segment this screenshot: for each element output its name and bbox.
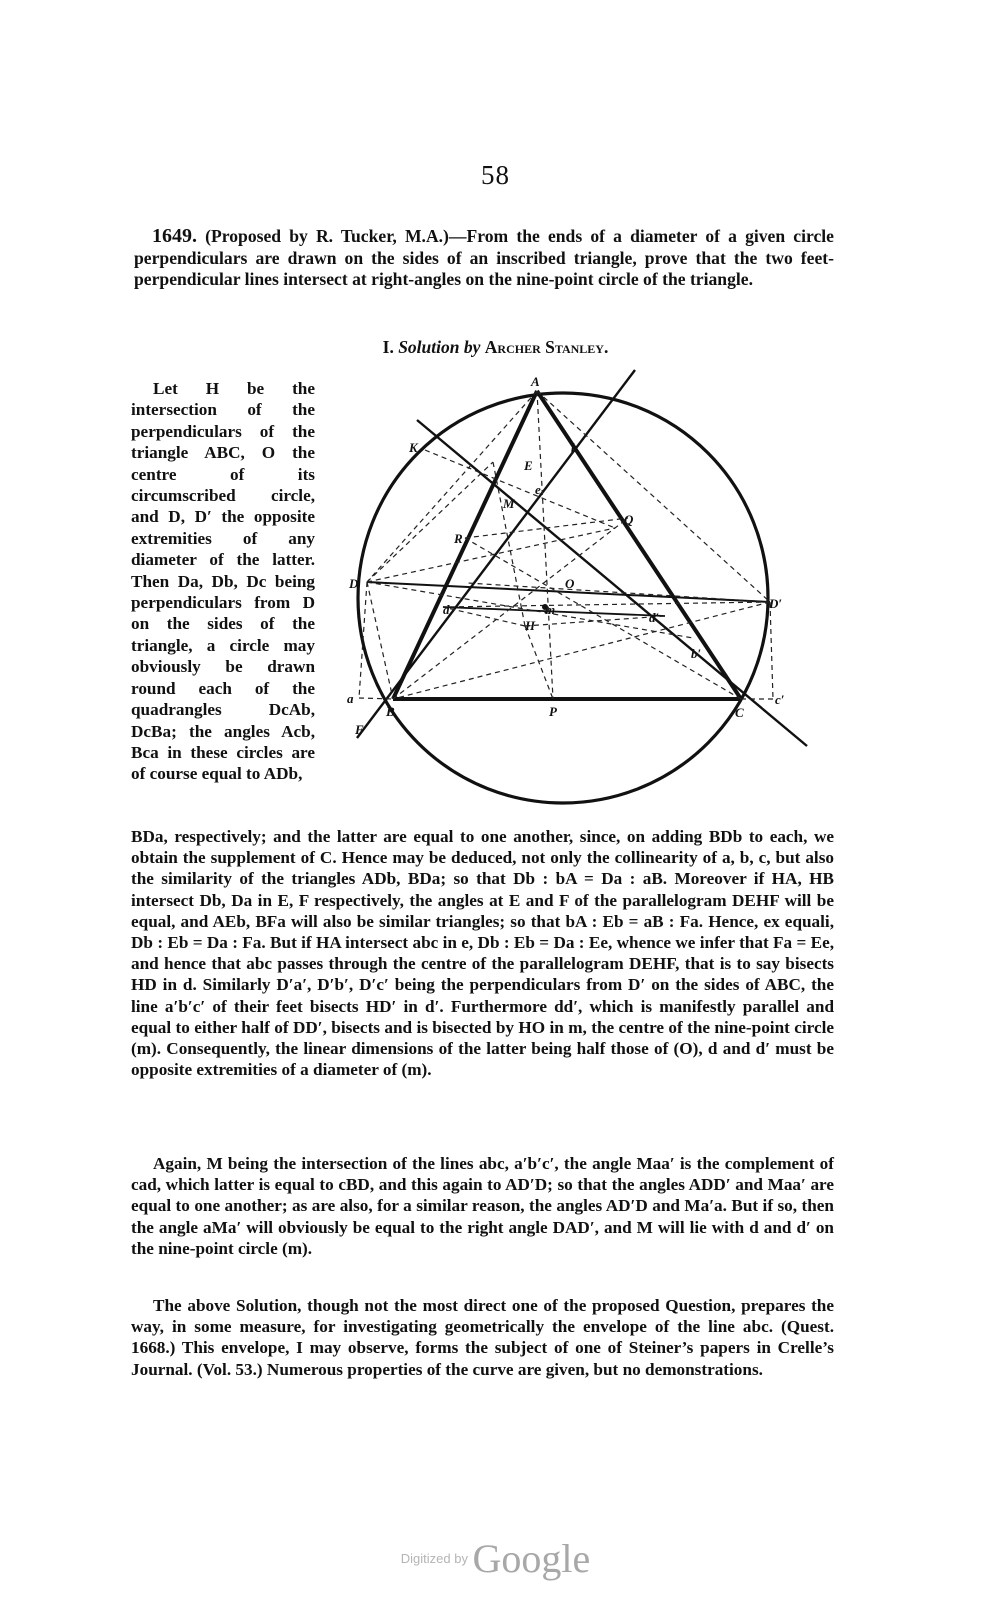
label-o: O — [565, 576, 575, 591]
paragraph-1: BDa, respectively; and the latter are equal to one another, since, on adding BDb to each, we obtain the supplement of C. Hence may be deduced, not only the collinearity of a, b, c, but also the similarity of the triangles ADb, BDa; so that Db : bA = Da : aB. Moreover if HA, HB intersect Db, Da in E, F respectively, the angles at E and F of the parallelogram DEHF will be equal, and AEb, BFa will also be similar triangles; so that bA : Eb = aB : Fa. Hence, ex equali, Db : Eb = Da : Fa. But if HA intersect abc in e, Db : Eb = Da : Ee, whence we infer that Fa = Ee, and hence that abc passes through the centre of the parallelogram DEHF, that is to say bisects HD in d. Similarly D′a′, D′b′, D′c′ being the perpendiculars from D′ on the sides of ABC, the line a′b′c′ of their feet bisects HD′ in d′. Furthermore dd′, which is manifestly parallel and equal to either half of DD′, bisects and is bisected by HO in m, the centre of the nine-point circle (m). Consequently, the linear dimensions of the latter being half those of (O), d and d′ must be opposite extremities of a diameter of (m). — [131, 827, 834, 1080]
label-d-small-prime: d′ — [649, 610, 660, 625]
watermark-logo: Google — [472, 1536, 591, 1581]
label-m-small: m — [545, 602, 556, 617]
label-q: Q — [624, 512, 634, 527]
label-f: F — [355, 722, 364, 737]
label-d-small: d — [443, 602, 450, 617]
side-text-body: Let H be the intersection of the perpendiculars of the triangle ABC, O the centre of its circumscribed circle, and D, D′ the opposite extremities of any diameter of the latter. Then Da, Db, Dc being perpendiculars from D on the sides of the triangle, a circle may obviously be drawn round each of the quadrangles DcAb, DcBa; the angles Acb, Bca in these circles are of course equal to ADb, — [131, 379, 315, 784]
page-number: 58 — [481, 160, 510, 190]
solution-author: Archer Stanley. — [484, 337, 609, 357]
question-number: 1649. — [152, 225, 197, 247]
question-text: (Proposed by R. Tucker, M.A.)—From the ends of a diameter of a given circle perpendiculars are drawn on the sides of an inscribed triangle, prove that the two feet-perpendicular lines intersect at right-angles on the nine-point circle of the triangle. — [134, 226, 834, 289]
solution-heading — [0, 337, 991, 358]
label-r: R — [454, 531, 463, 546]
solution-italic: Solution by — [398, 337, 481, 357]
label-c-prime: c′ — [775, 692, 785, 707]
label-a-foot: a — [347, 691, 354, 706]
label-b-vertex: B — [386, 704, 395, 719]
label-c-vertex: C — [735, 705, 744, 720]
label-e-lower: e — [535, 482, 541, 497]
paragraph-2: Again, M being the intersection of the lines abc, a′b′c′, the angle Maa′ is the complement of cad, which latter is equal to cBD, and this again to AD′D; so that the angles ADD′ and Maa′ are equal to one another; as are also, for a similar reason, the angles AD′D and Ma′a. But if so, then the angle aMa′ will obviously be equal to the right angle DAD′, and M will lie with d and d′ on the nine-point circle (m). — [131, 1154, 834, 1258]
label-h: H — [525, 618, 536, 633]
label-b-foot: b — [571, 440, 578, 455]
side-text — [131, 378, 315, 785]
label-p: P — [549, 704, 557, 719]
label-k: K — [409, 440, 418, 455]
label-m-upper: M — [503, 496, 515, 511]
label-b-prime: b′ — [691, 646, 702, 661]
label-a-vertex: A — [531, 374, 540, 389]
label-d: D — [349, 576, 359, 591]
label-e-upper: E — [524, 458, 533, 473]
line-abc — [357, 370, 635, 738]
watermark-small: Digitized by — [400, 1551, 468, 1566]
geometry-figure — [345, 368, 840, 808]
solution-prefix: I. — [382, 337, 394, 357]
digitized-watermark — [0, 1535, 991, 1582]
paragraph-3: The above Solution, though not the most direct one of the proposed Question, prepares the way, in some measure, for investigating geometrically the envelope of the line abc. (Quest. 1668.) This envelope, I may observe, forms the subject of one of Steiner’s papers in Crelle’s Journal. (Vol. 53.) Numerous properties of the curve are given, but no demonstrations. — [131, 1296, 834, 1379]
question-block — [134, 226, 834, 291]
side-ab — [393, 391, 537, 699]
label-d-prime: D′ — [769, 596, 783, 611]
